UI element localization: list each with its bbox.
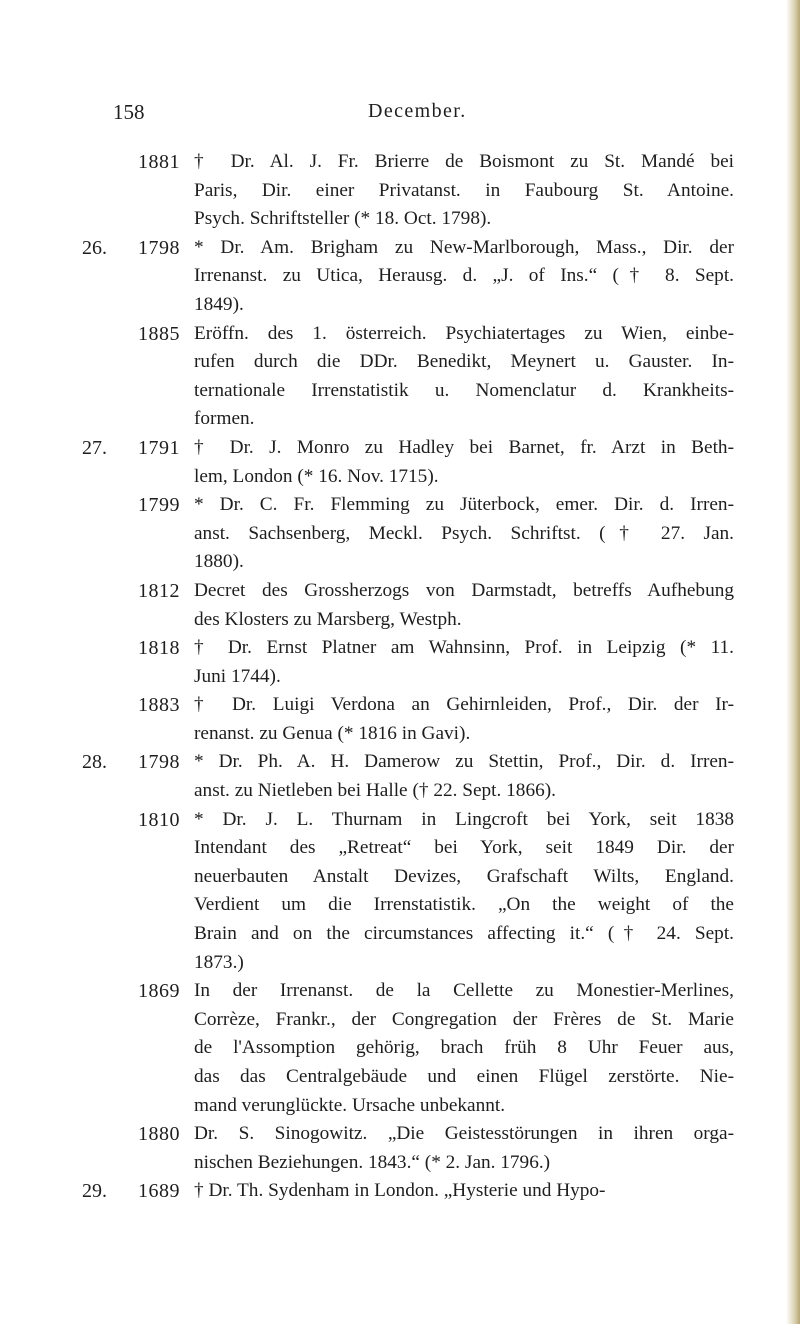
- entry-line: anst. Sachsenberg, Meckl. Psych. Schriftst. († 27. Jan.: [194, 522, 734, 544]
- entry-year: 1799: [138, 494, 180, 517]
- entry-line: 1849).: [194, 293, 244, 315]
- entry-line: neuerbauten Anstalt Devizes, Grafschaft Wilts, England.: [194, 865, 734, 887]
- entry-line: † Dr. Luigi Verdona an Gehirnleiden, Prof., Dir. der Ir-: [194, 694, 734, 716]
- entry-year: 1798: [138, 751, 180, 774]
- entry-year: 1812: [138, 579, 180, 602]
- entry-line: * Dr. C. Fr. Flemming zu Jüterbock, emer. Dir. d. Irren-: [194, 494, 734, 516]
- entry: [0, 1120, 800, 1177]
- entry-line: lem, London (* 16. Nov. 1715).: [194, 465, 439, 487]
- entry-day: 26.: [82, 236, 107, 259]
- entry-line: nischen Beziehungen. 1843.“ (* 2. Jan. 1796.): [194, 1151, 551, 1173]
- entry-line: † Dr. Al. J. Fr. Brierre de Boismont zu St. Mandé bei: [194, 151, 734, 172]
- entry: [0, 634, 800, 691]
- entry-text: [194, 748, 734, 805]
- entry: [0, 691, 800, 748]
- entry-line: rufen durch die DDr. Benedikt, Meynert u. Gauster. In-: [194, 351, 734, 373]
- entry-year: 1810: [138, 808, 180, 831]
- entry-text: [194, 634, 734, 691]
- entry-line: † Dr. Ernst Platner am Wahnsinn, Prof. in Leipzig (* 11.: [194, 637, 734, 659]
- entry-line: † Dr. J. Monro zu Hadley bei Barnet, fr. Arzt in Beth-: [194, 436, 734, 458]
- entry-year: 1880: [138, 1123, 180, 1146]
- page-header: [0, 100, 800, 130]
- entry: [0, 806, 800, 978]
- entry-text: [194, 148, 734, 234]
- entry-line: In der Irrenanst. de la Cellette zu Monestier-Merlines,: [194, 980, 734, 1002]
- entry: [0, 1177, 800, 1206]
- entry-year: 1881: [138, 151, 180, 173]
- entry-year: 1883: [138, 694, 180, 717]
- entry-line: de l'Assomption gehörig, brach früh 8 Uhr Feuer aus,: [194, 1037, 734, 1059]
- entry: [0, 977, 800, 1120]
- entry-line: * Dr. J. L. Thurnam in Lingcroft bei York, seit 1838: [194, 808, 734, 830]
- entry-text: [194, 577, 734, 634]
- entry-year: 1798: [138, 236, 180, 259]
- entry-line: anst. zu Nietleben bei Halle († 22. Sept. 1866).: [194, 780, 556, 802]
- entry-line: † Dr. Th. Sydenham in London. „Hysterie und Hypo-: [194, 1180, 606, 1202]
- entry-year: 1869: [138, 980, 180, 1003]
- entry-year: 1689: [138, 1180, 180, 1203]
- entry-day: 29.: [82, 1180, 107, 1203]
- entry-line: Psych. Schriftsteller (* 18. Oct. 1798).: [194, 208, 492, 230]
- entry-text: [194, 1120, 734, 1177]
- entry-line: 1880).: [194, 551, 244, 573]
- entry: [0, 491, 800, 577]
- entry-text: [194, 1177, 734, 1206]
- entry-text: [194, 434, 734, 491]
- entry-line: Eröffn. des 1. österreich. Psychiatertages zu Wien, einbe-: [194, 322, 734, 344]
- entry-line: formen.: [194, 408, 255, 430]
- entry-line: * Dr. Am. Brigham zu New-Marlborough, Mass., Dir. der: [194, 236, 734, 258]
- entry-line: Irrenanst. zu Utica, Herausg. d. „J. of Ins.“ († 8. Sept.: [194, 265, 734, 287]
- entry-year: 1791: [138, 436, 180, 459]
- entry-line: renanst. zu Genua (* 1816 in Gavi).: [194, 722, 471, 744]
- entry-line: mand verunglückte. Ursache unbekannt.: [194, 1094, 506, 1116]
- chronicle-entries: [0, 148, 800, 1206]
- entry-text: [194, 491, 734, 577]
- entry-year: 1818: [138, 637, 180, 660]
- entry: [0, 148, 800, 234]
- entry-day: 27.: [82, 436, 107, 459]
- entry: [0, 434, 800, 491]
- entry-text: [194, 691, 734, 748]
- entry-line: Brain and on the circumstances affecting it.“ († 24. Sept.: [194, 923, 734, 945]
- entry: [0, 234, 800, 320]
- entry-text: [194, 234, 734, 320]
- entry-text: [194, 806, 734, 978]
- entry-line: das das Centralgebäude und einen Flügel zerstörte. Nie-: [194, 1066, 734, 1087]
- entry-line: * Dr. Ph. A. H. Damerow zu Stettin, Prof., Dir. d. Irren-: [194, 751, 734, 773]
- entry: [0, 320, 800, 434]
- entry-line: Paris, Dir. einer Privatanst. in Faubourg St. Antoine.: [194, 179, 734, 201]
- entry-text: [194, 320, 734, 434]
- running-title: December.: [368, 100, 467, 122]
- entry-line: Intendant des „Retreat“ bei York, seit 1849 Dir. der: [194, 837, 734, 859]
- entry: [0, 748, 800, 805]
- entry-line: 1873.): [194, 951, 244, 973]
- page-number: 158: [113, 100, 145, 124]
- entry-day: 28.: [82, 751, 107, 774]
- entry-line: Decret des Grossherzogs von Darmstadt, betreffs Aufhebung: [194, 579, 734, 601]
- entry: [0, 577, 800, 634]
- entry-line: Verdient um die Irrenstatistik. „On the weight of the: [194, 894, 734, 916]
- entry-line: des Klosters zu Marsberg, Westph.: [194, 608, 462, 630]
- entry-line: Dr. S. Sinogowitz. „Die Geistesstörungen in ihren orga-: [194, 1123, 734, 1145]
- entry-line: Juni 1744).: [194, 665, 281, 687]
- entry-text: [194, 977, 734, 1120]
- entry-year: 1885: [138, 322, 180, 345]
- entry-line: ternationale Irrenstatistik u. Nomenclatur d. Krankheits-: [194, 379, 734, 401]
- entry-line: Corrèze, Frankr., der Congregation der Frères de St. Marie: [194, 1008, 734, 1030]
